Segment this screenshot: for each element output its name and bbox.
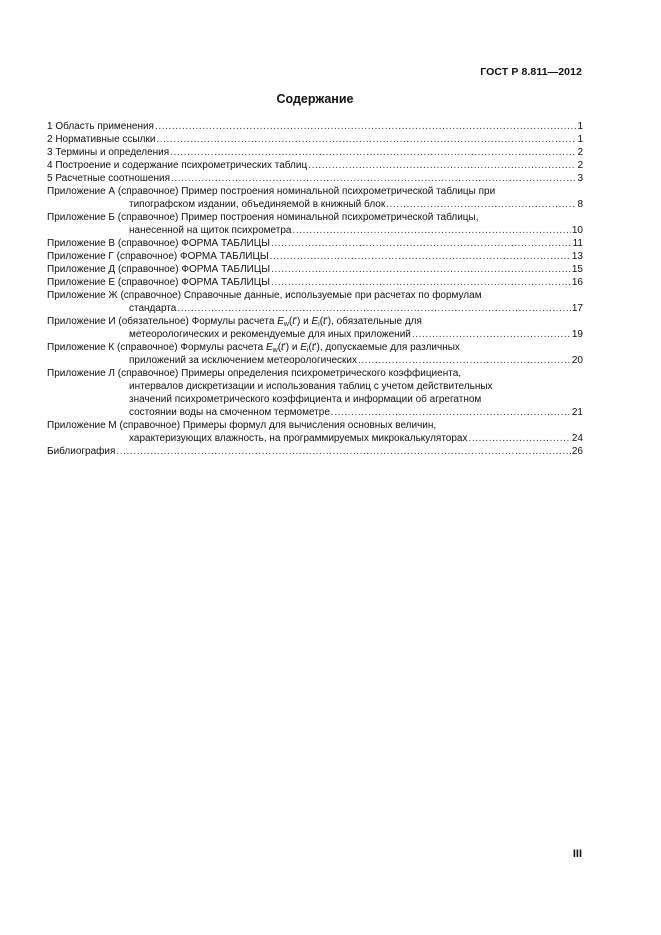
- toc-entry-page: 11: [572, 238, 583, 249]
- toc-entry-text: стандарта: [129, 303, 177, 314]
- toc-entry-page: 16: [571, 277, 583, 288]
- toc-entry-line: [47, 198, 583, 211]
- toc-entry[interactable]: [47, 315, 583, 341]
- toc-entry[interactable]: [47, 120, 583, 133]
- table-of-contents: [47, 120, 583, 458]
- toc-entry[interactable]: [47, 211, 583, 237]
- toc-entry-page: 19: [571, 329, 583, 340]
- toc-entry-text: 2 Нормативные ссылки: [47, 134, 156, 145]
- toc-entry[interactable]: [47, 237, 583, 250]
- toc-entry-line: [47, 133, 583, 146]
- toc-entry-line: [47, 172, 583, 185]
- toc-entry-page: 21: [571, 407, 583, 418]
- toc-entry-text: Приложение М (справочное) Примеры формул для вычисления основных величин,: [47, 420, 437, 431]
- toc-entry[interactable]: [47, 172, 583, 185]
- toc-entry-line: [47, 367, 583, 380]
- dot-leader: [271, 276, 571, 289]
- dot-leader: [412, 328, 571, 341]
- toc-entry-line: [47, 263, 583, 276]
- toc-entry-text: Приложение Г (справочное) ФОРМА ТАБЛИЦЫ: [47, 251, 269, 262]
- toc-entry-page: 2: [577, 147, 583, 158]
- toc-entry-line: [47, 328, 583, 341]
- toc-entry-line: [47, 224, 583, 237]
- toc-entry-page: 2: [577, 160, 583, 171]
- toc-entry[interactable]: [47, 445, 583, 458]
- toc-entry-text: Приложение А (справочное) Пример построения номинальной психрометрической таблицы при: [47, 186, 496, 197]
- toc-entry-text: 5 Расчетные соотношения: [47, 173, 170, 184]
- toc-title: Содержание: [276, 92, 354, 106]
- toc-entry-line: [47, 211, 583, 224]
- toc-entry-text: Приложение Л (справочное) Примеры определения психрометрического коэффициента,: [47, 368, 462, 379]
- toc-entry-text: 3 Термины и определения: [47, 147, 170, 158]
- toc-entry-page: 1: [577, 121, 583, 132]
- toc-entry-page: 3: [577, 173, 583, 184]
- dot-leader: [170, 146, 576, 159]
- toc-entry-text: нанесенной на щиток психрометра: [129, 225, 292, 236]
- dot-leader: [331, 406, 571, 419]
- toc-entry[interactable]: [47, 419, 583, 445]
- toc-entry-line: [47, 185, 583, 198]
- toc-entry-page: 26: [571, 446, 583, 457]
- toc-entry-page: 20: [571, 355, 583, 366]
- toc-entry[interactable]: [47, 250, 583, 263]
- toc-entry-page: 24: [571, 433, 583, 444]
- toc-entry-line: [47, 354, 583, 367]
- toc-entry-text: Приложение Ж (справочное) Справочные данные, используемые при расчетах по формулам: [47, 290, 482, 301]
- dot-leader: [271, 237, 572, 250]
- dot-leader: [116, 445, 570, 458]
- toc-entry-line: [47, 276, 583, 289]
- toc-entry-line: [47, 159, 583, 172]
- toc-entry[interactable]: [47, 289, 583, 315]
- toc-entry-line: [47, 120, 583, 133]
- toc-entry[interactable]: [47, 159, 583, 172]
- toc-entry-text: 1 Область применения: [47, 121, 154, 132]
- toc-entry-line: [47, 237, 583, 250]
- toc-entry-line: [47, 445, 583, 458]
- toc-entry-line: [47, 250, 583, 263]
- toc-entry-line: [47, 302, 583, 315]
- dot-leader: [358, 354, 571, 367]
- toc-entry-page: 8: [577, 199, 583, 210]
- toc-entry-page: 17: [571, 303, 583, 314]
- toc-entry[interactable]: [47, 133, 583, 146]
- toc-entry[interactable]: [47, 341, 583, 367]
- dot-leader: [177, 302, 571, 315]
- toc-entry-text: Приложение В (справочное) ФОРМА ТАБЛИЦЫ: [47, 238, 270, 249]
- toc-entry-line: [47, 289, 583, 302]
- toc-entry[interactable]: [47, 146, 583, 159]
- toc-entry-page: 15: [571, 264, 583, 275]
- toc-entry-text: Приложение Е (справочное) ФОРМА ТАБЛИЦЫ: [47, 277, 270, 288]
- dot-leader: [386, 198, 576, 211]
- toc-entry-text: интервалов дискретизации и использования таблиц с учетом действительных: [129, 381, 493, 392]
- dot-leader: [155, 120, 576, 133]
- toc-entry-page: 13: [571, 251, 583, 262]
- dot-leader: [271, 263, 571, 276]
- toc-entry-line: [47, 146, 583, 159]
- toc-entry-page: 1: [577, 134, 583, 145]
- toc-entry-line: [47, 406, 583, 419]
- toc-entry-text: метеорологических и рекомендуемые для иных приложений: [129, 329, 411, 340]
- toc-entry[interactable]: [47, 185, 583, 211]
- toc-entry-text: приложений за исключением метеорологических: [129, 355, 357, 366]
- toc-entry[interactable]: [47, 276, 583, 289]
- dot-leader: [293, 224, 571, 237]
- toc-entry-text: Библиография: [47, 446, 116, 457]
- dot-leader: [156, 133, 576, 146]
- toc-entry-line: [47, 315, 583, 328]
- dot-leader: [171, 172, 576, 185]
- toc-entry-text: состоянии воды на смоченном термометре: [129, 407, 330, 418]
- dot-leader: [270, 250, 571, 263]
- dot-leader: [468, 432, 570, 445]
- toc-entry-text: значений психрометрического коэффициента и информации об агрегатном: [129, 394, 482, 405]
- toc-entry[interactable]: [47, 367, 583, 419]
- dot-leader: [308, 159, 576, 172]
- toc-entry-page: 10: [571, 225, 583, 236]
- toc-entry-line: [47, 393, 583, 406]
- toc-entry-line: [47, 380, 583, 393]
- toc-entry-text: Приложение И (обязательное) Формулы расчета $E_w(t')$ и $E_i(t')$, обязательные для: [47, 316, 422, 328]
- toc-entry-text: 4 Построение и содержание психрометрических таблиц: [47, 160, 308, 171]
- toc-entry-text: типографском издании, объединяемой в книжный блок: [129, 199, 386, 210]
- toc-entry-text: характеризующих влажность, на программируемых микрокалькуляторах: [129, 433, 468, 444]
- document-header-code: ГОСТ Р 8.811—2012: [480, 66, 582, 78]
- toc-entry-line: [47, 419, 583, 432]
- page-number: III: [572, 848, 582, 860]
- toc-entry-text: Приложение К (справочное) Формулы расчета $E_w(t')$ и $E_i(t')$, допускаемые для различных: [47, 342, 460, 354]
- toc-entry-line: [47, 432, 583, 445]
- toc-entry-line: [47, 341, 583, 354]
- toc-entry[interactable]: [47, 263, 583, 276]
- toc-entry-text: Приложение Д (справочное) ФОРМА ТАБЛИЦЫ: [47, 264, 271, 275]
- toc-entry-text: Приложение Б (справочное) Пример построения номинальной психрометрической таблицы,: [47, 212, 479, 223]
